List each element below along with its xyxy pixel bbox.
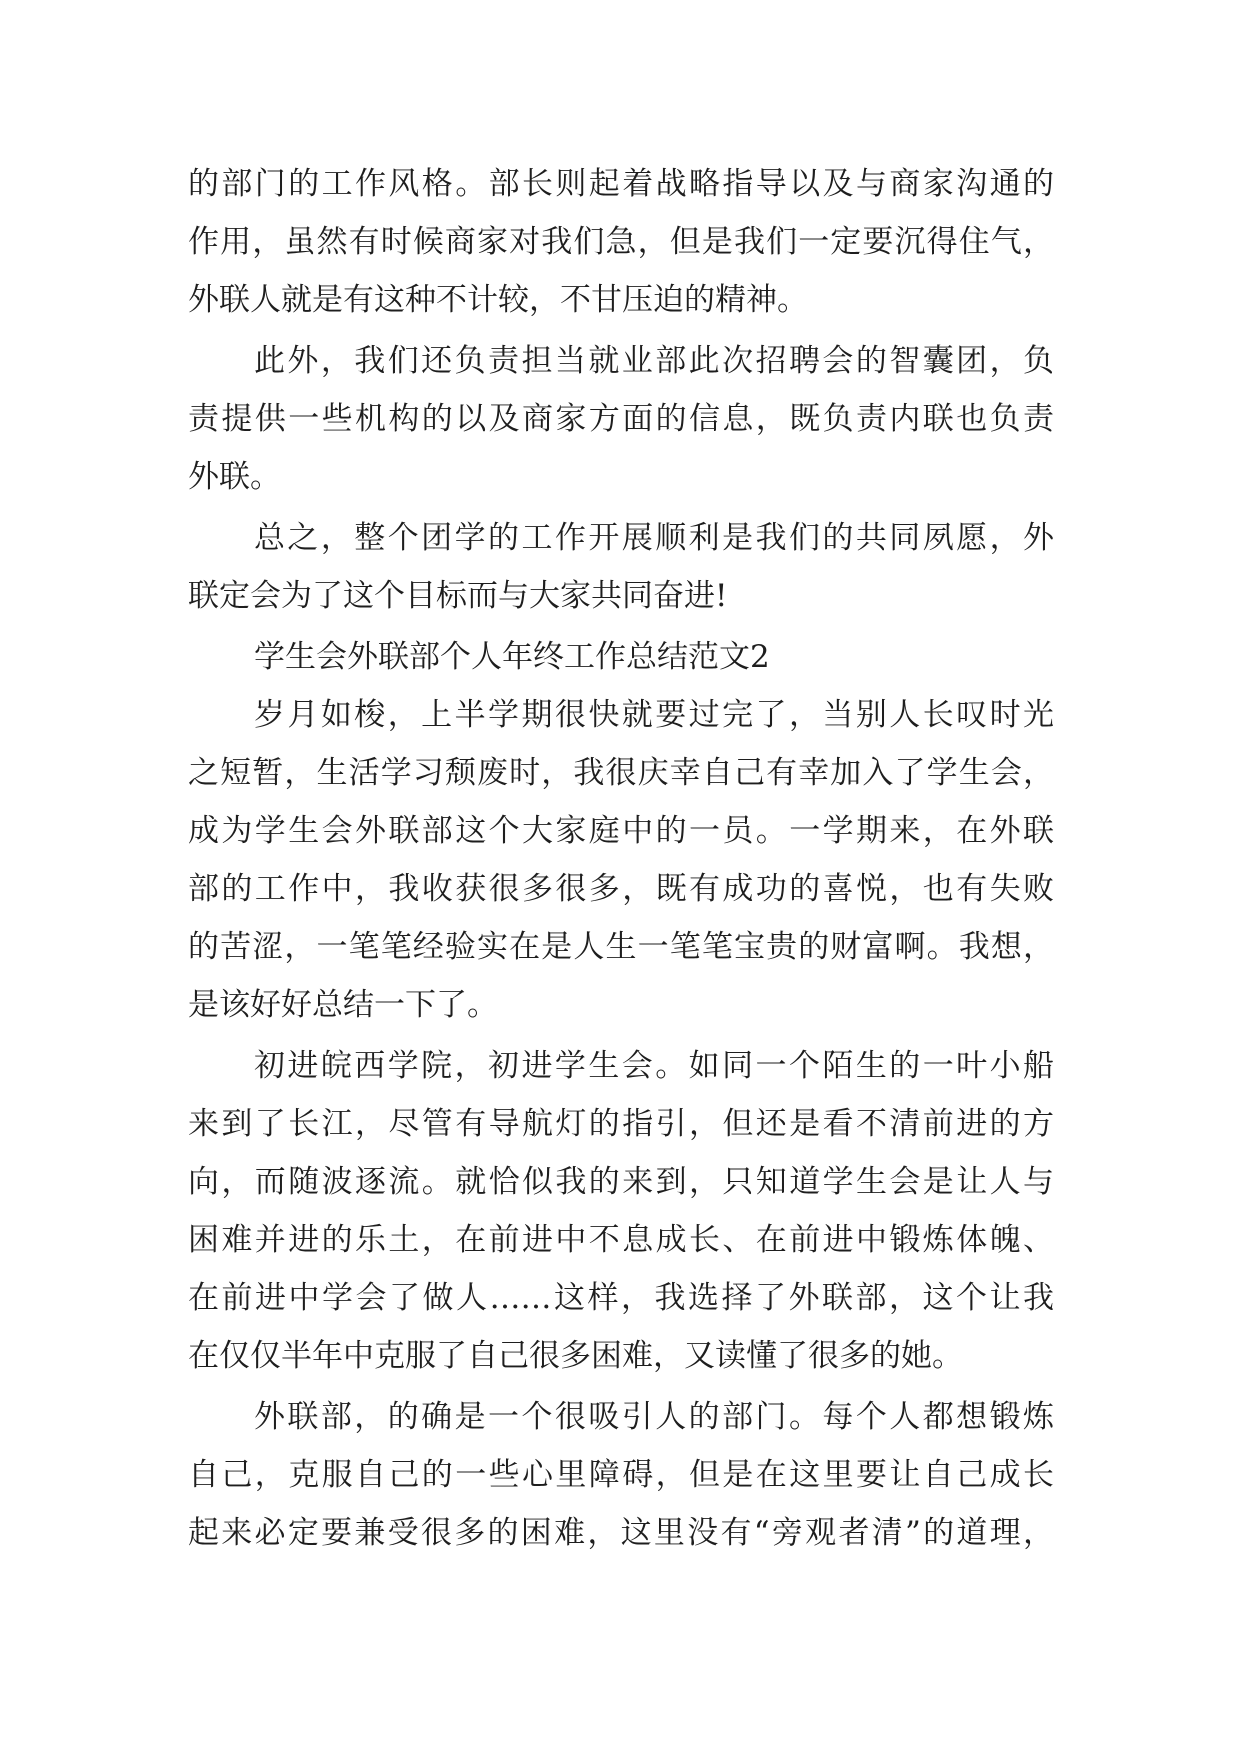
text-line: 的部门的工作风格。部长则起着战略指导以及与商家沟通的	[188, 166, 1054, 202]
paragraph	[188, 686, 1054, 1034]
paragraph	[188, 1037, 1054, 1385]
text-line: 的苦涩，一笔笔经验实在是人生一笔笔宝贵的财富啊。我想，	[188, 929, 1054, 965]
paragraph	[188, 155, 1054, 329]
text-line: 外联部，的确是一个很吸引人的部门。每个人都想锻炼	[254, 1399, 1054, 1435]
text-line: 此外，我们还负责担当就业部此次招聘会的智囊团，负	[254, 343, 1054, 379]
text-line: 部的工作中，我收获很多很多，既有成功的喜悦，也有失败	[188, 871, 1054, 907]
text-line: 岁月如梭，上半学期很快就要过完了，当别人长叹时光	[254, 697, 1054, 733]
text-line: 自己，克服自己的一些心里障碍，但是在这里要让自己成长	[188, 1457, 1054, 1493]
text-line: 在前进中学会了做人……这样，我选择了外联部，这个让我	[188, 1280, 1054, 1316]
text-line: 总之，整个团学的工作开展顺利是我们的共同夙愿，外	[254, 520, 1054, 556]
paragraph	[188, 1388, 1054, 1562]
text-line: 起来必定要兼受很多的困难，这里没有“旁观者清”的道理，	[188, 1515, 1054, 1551]
section-heading: 学生会外联部个人年终工作总结范文2	[254, 639, 770, 675]
section-2	[188, 628, 1054, 1562]
section-1	[188, 155, 1054, 625]
text-line: 在仅仅半年中克服了自己很多困难，又读懂了很多的她。	[188, 1338, 963, 1374]
paragraph	[188, 332, 1054, 506]
text-line: 成为学生会外联部这个大家庭中的一员。一学期来，在外联	[188, 813, 1054, 849]
text-line: 外联。	[188, 459, 281, 495]
text-line: 困难并进的乐土，在前进中不息成长、在前进中锻炼体魄、	[188, 1222, 1054, 1258]
text-line: 联定会为了这个目标而与大家共同奋进!	[188, 578, 728, 614]
text-line: 责提供一些机构的以及商家方面的信息，既负责内联也负责	[188, 401, 1054, 437]
paragraph	[188, 509, 1054, 625]
text-line: 是该好好总结一下了。	[188, 987, 498, 1023]
text-line: 外联人就是有这种不计较，不甘压迫的精神。	[188, 282, 808, 318]
text-line: 之短暂，生活学习颓废时，我很庆幸自己有幸加入了学生会，	[188, 755, 1054, 791]
text-line: 作用，虽然有时候商家对我们急，但是我们一定要沉得住气，	[188, 224, 1054, 260]
document-body	[188, 155, 1054, 1562]
text-line: 初进皖西学院，初进学生会。如同一个陌生的一叶小船	[254, 1048, 1054, 1084]
text-line: 来到了长江，尽管有导航灯的指引，但还是看不清前进的方	[188, 1106, 1054, 1142]
text-line: 向，而随波逐流。就恰似我的来到，只知道学生会是让人与	[188, 1164, 1054, 1200]
